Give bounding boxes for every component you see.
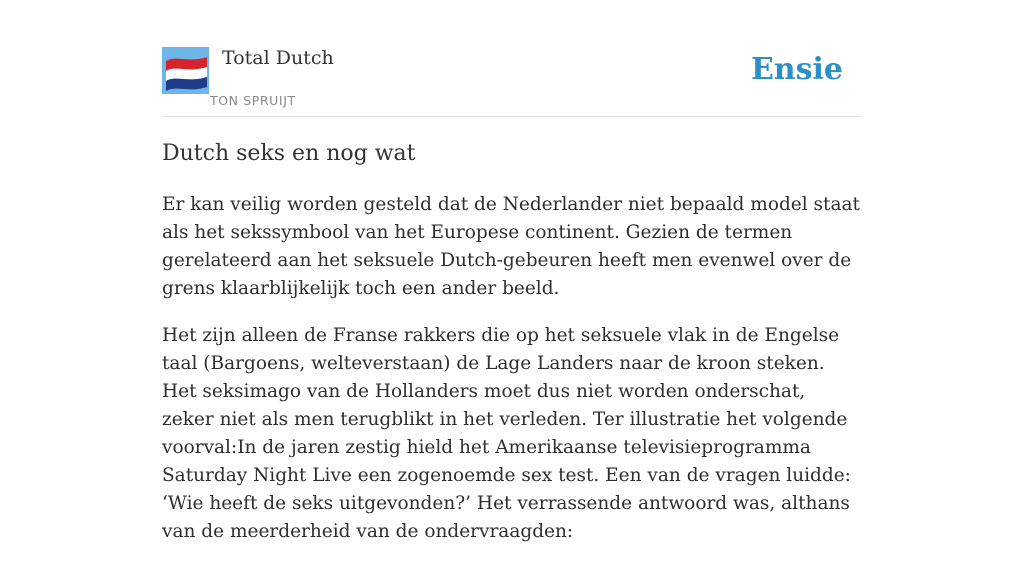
dutch-flag-icon[interactable] [162, 47, 209, 94]
blog-header [162, 46, 862, 117]
article-body [162, 191, 862, 565]
article-title: Dutch seks en nog wat [162, 141, 416, 166]
brand-logo[interactable]: Ensie [750, 52, 843, 87]
author-name[interactable]: TON SPRUIJT [210, 93, 296, 108]
article-paragraph: Het zijn alleen de Franse rakkers die op het seksuele vlak in de Engelse taal (Bargoens, welteverstaan) de Lage Landers naar de kroon steken. Het seksimago van de Hollanders moet dus niet worden onderschat, zeker niet als men terugblikt in het verleden. Ter illustratie het volgende voorval:In de jaren zestig hield het Amerikaanse televisieprogramma Saturday Night Live een zogenoemde sex test. Een van de vragen luidde: ‘Wie heeft de seks uitgevonden?’ Het verrassende antwoord was, althans van de meerderheid van de ondervraagden: [162, 325, 851, 542]
article-paragraph: Er kan veilig worden gesteld dat de Nederlander niet bepaald model staat als het sekssymbool van het Europese continent. Gezien de termen gerelateerd aan het seksuele Dutch-gebeuren heeft men evenwel over de grens klaarblijkelijk toch een ander beeld. [162, 194, 860, 299]
blog-title[interactable]: Total Dutch [222, 47, 334, 69]
